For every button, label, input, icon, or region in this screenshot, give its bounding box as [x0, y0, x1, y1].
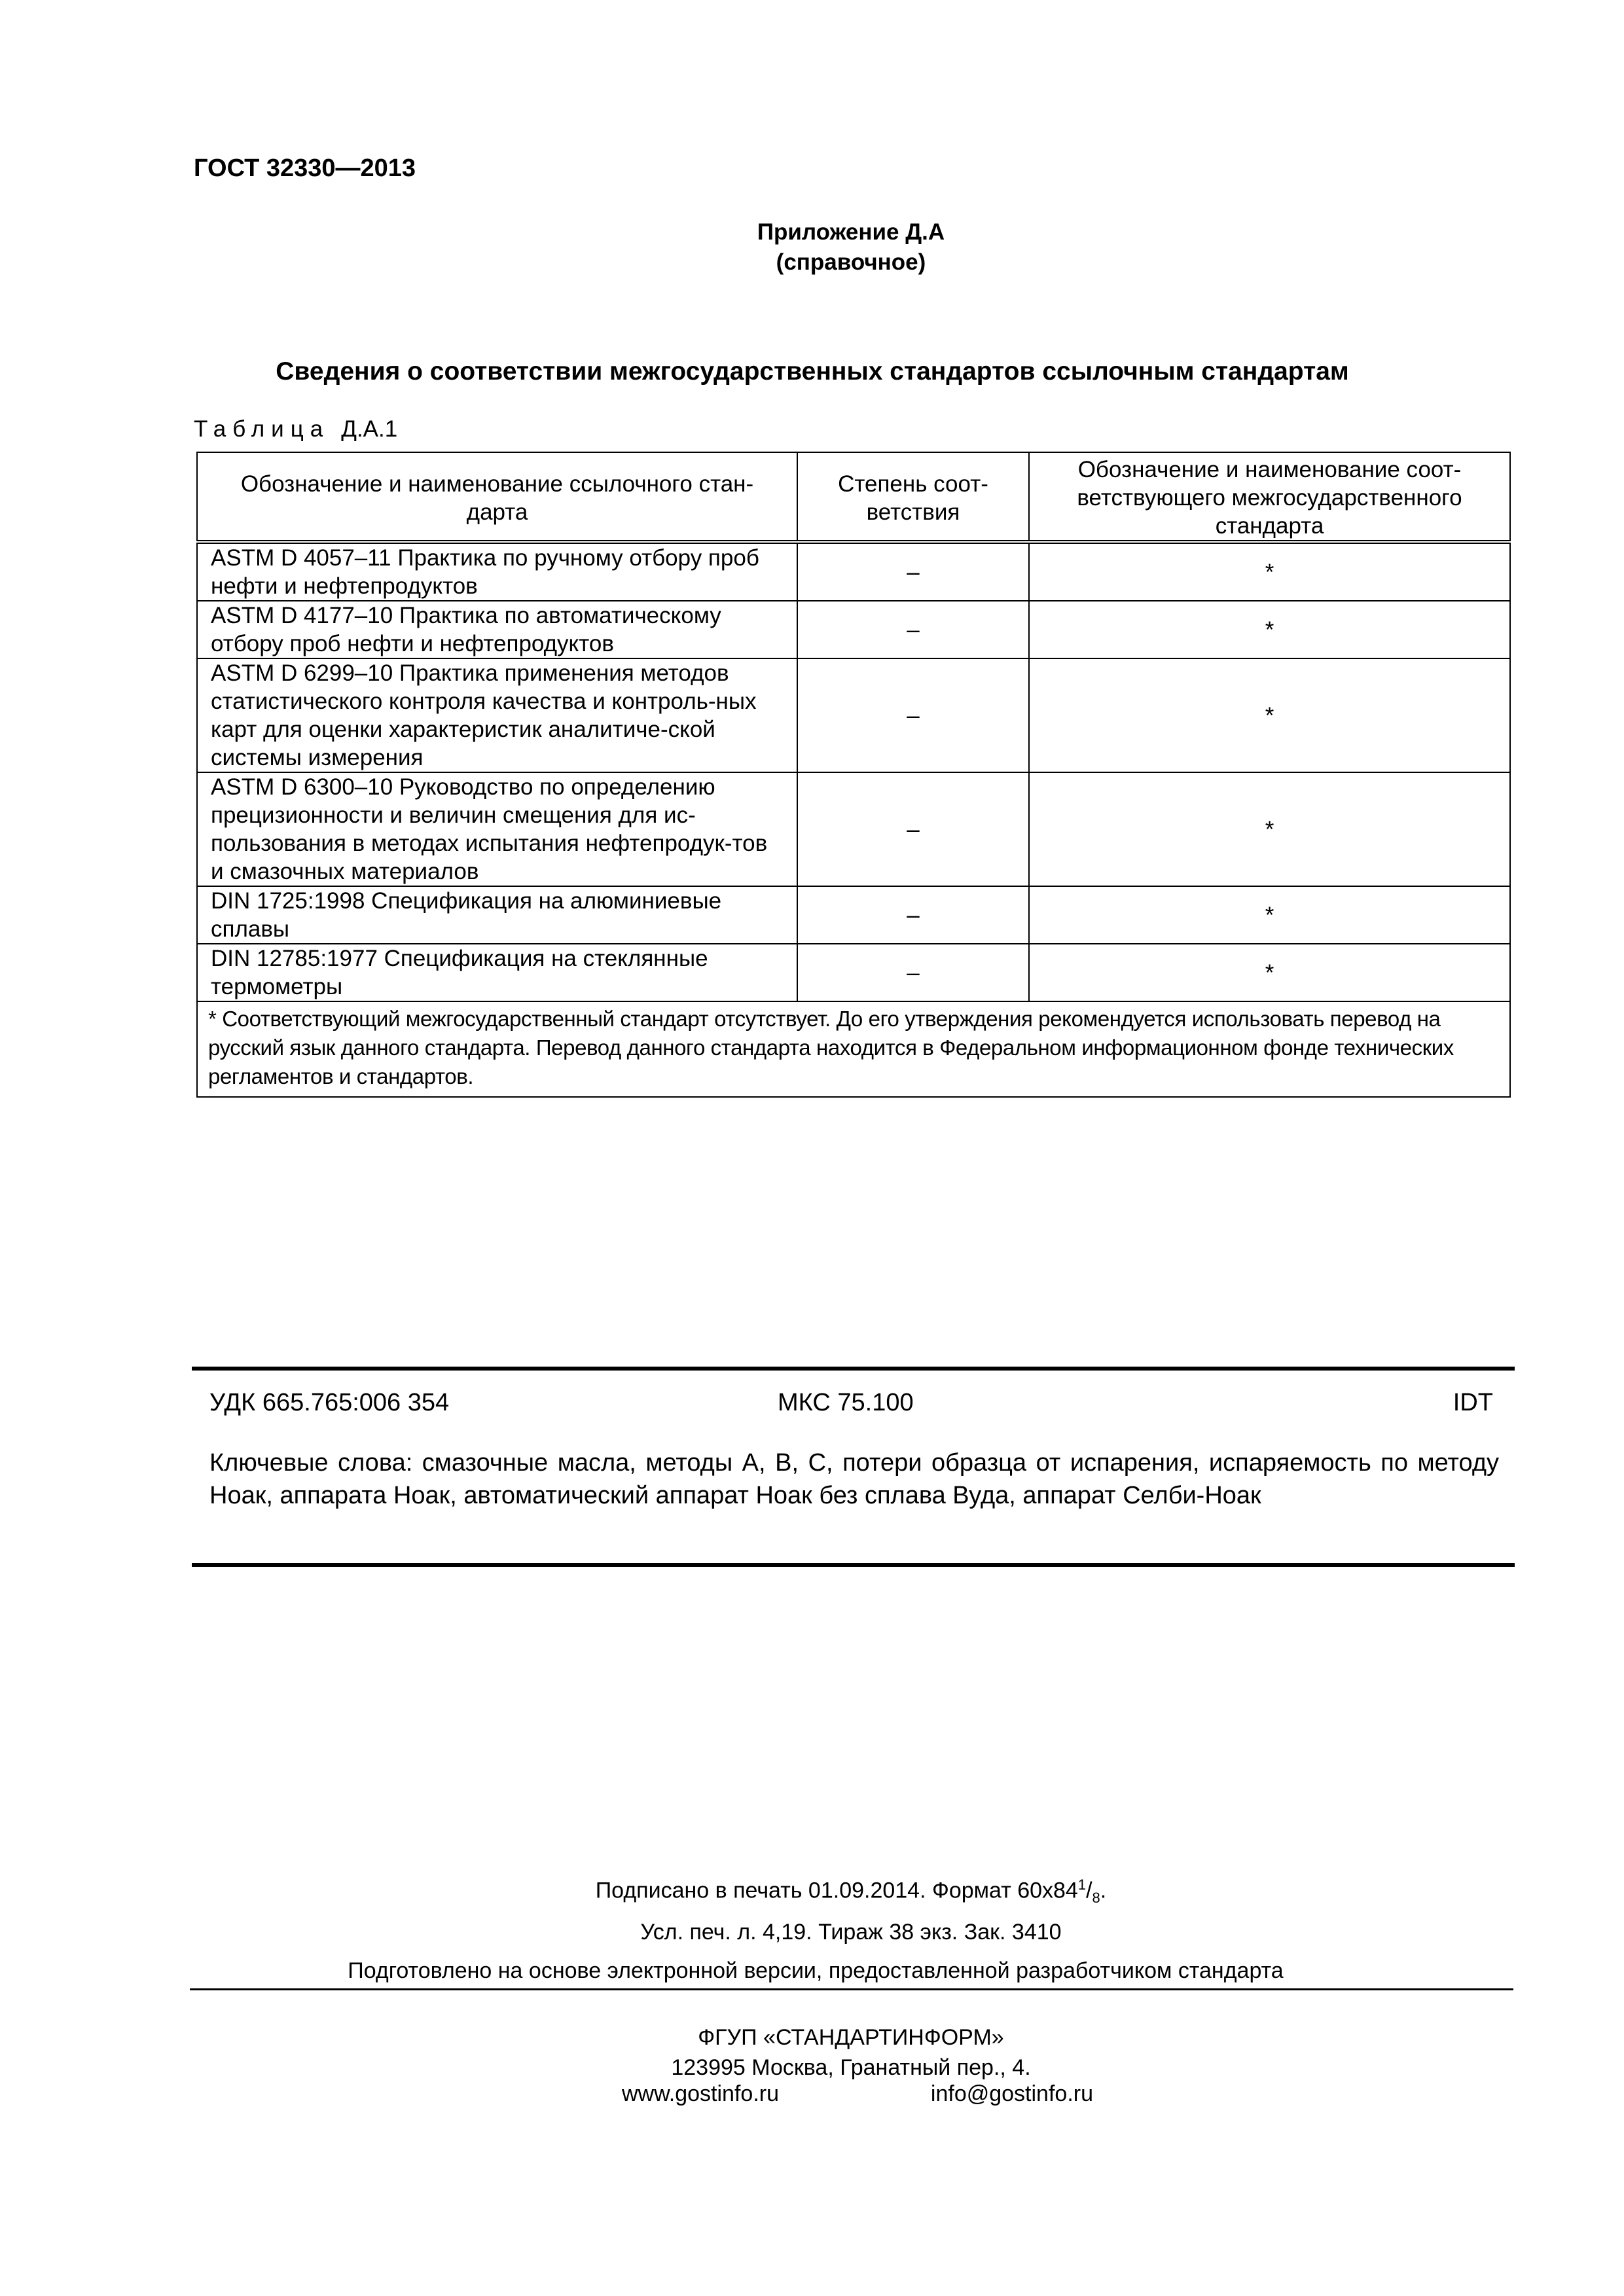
print-signed-text: Подписано в печать 01.09.2014. Формат 60х84 [595, 1878, 1078, 1903]
appendix-heading [720, 217, 982, 278]
print-details-line: Усл. печ. л. 4,19. Тираж 38 экз. Зак. 3410 [640, 1920, 1062, 1945]
appendix-subtitle: (справочное) [776, 249, 926, 275]
cell-degree: – [797, 601, 1029, 658]
classification-top-rule [192, 1367, 1515, 1371]
format-numerator: 1 [1077, 1876, 1087, 1893]
cell-interstate-standard: * [1029, 542, 1510, 601]
table-row [197, 944, 1510, 1001]
table-footnote-row [197, 1001, 1510, 1097]
mks-code: МКС 75.100 [778, 1389, 914, 1416]
standards-correspondence-table [196, 452, 1511, 1098]
print-info [458, 1868, 1244, 1949]
cell-reference-standard: ASTM D 4177–10 Практика по автоматическому отбору проб нефти и нефтепродуктов [197, 601, 797, 658]
header-degree-of-correspondence: Степень соот-ветствия [797, 452, 1029, 542]
table-label-word: Таблица [194, 416, 330, 442]
header-interstate-standard: Обозначение и наименование соот-ветствующего межгосударственного стандарта [1029, 452, 1510, 542]
cell-degree: – [797, 772, 1029, 886]
email-link[interactable]: info@gostinfo.ru [930, 2081, 1093, 2106]
cell-reference-standard: DIN 12785:1977 Спецификация на стеклянные термометры [197, 944, 797, 1001]
cell-degree: – [797, 658, 1029, 772]
cell-degree: – [797, 542, 1029, 601]
table-label [194, 416, 397, 442]
cell-interstate-standard: * [1029, 601, 1510, 658]
cell-interstate-standard: * [1029, 772, 1510, 886]
table-row [197, 886, 1510, 944]
format-denominator: 8 [1092, 1890, 1100, 1907]
table-footnote: * Соответствующий межгосударственный стандарт отсутствует. До его утверждения рекомендуется использовать перевод на русский язык данного стандарта. Перевод данного стандарта находится в Федеральном информационном фонде технических регламентов и стандартов. [197, 1001, 1510, 1097]
udk-code: УДК 665.765:006 354 [209, 1389, 450, 1416]
cell-reference-standard: ASTM D 6300–10 Руководство по определению прецизионности и величин смещения для ис-пользования в методах испытания нефтепродук-тов и смазочных материалов [197, 772, 797, 886]
section-title: Сведения о соответствии межгосударственных стандартов ссылочным стандартам [276, 357, 1349, 386]
cell-degree: – [797, 944, 1029, 1001]
cell-interstate-standard: * [1029, 658, 1510, 772]
appendix-title: Приложение Д.А [757, 219, 945, 245]
cell-reference-standard: ASTM D 6299–10 Практика применения методов статистического контроля качества и контроль-ных карт для оценки характеристик аналитиче-ской системы измерения [197, 658, 797, 772]
website-link[interactable]: www.gostinfo.ru [622, 2081, 779, 2106]
cell-interstate-standard: * [1029, 944, 1510, 1001]
imprint-rule [190, 1988, 1513, 1990]
publisher-block [589, 2022, 1113, 2083]
cell-reference-standard: DIN 1725:1998 Спецификация на алюминиевые сплавы [197, 886, 797, 944]
header-reference-standard: Обозначение и наименование ссылочного стан-дарта [197, 452, 797, 542]
table-row [197, 601, 1510, 658]
prepared-note: Подготовлено на основе электронной версии, предоставленной разработчиком стандарта [348, 1958, 1284, 1983]
cell-reference-standard: ASTM D 4057–11 Практика по ручному отбору проб нефти и нефтепродуктов [197, 542, 797, 601]
publisher-contacts [622, 2081, 1093, 2107]
publisher-name: ФГУП «СТАНДАРТИНФОРМ» [698, 2025, 1004, 2050]
document-code: ГОСТ 32330—2013 [194, 154, 416, 182]
table-row [197, 542, 1510, 601]
cell-degree: – [797, 886, 1029, 944]
table-header-row [197, 452, 1510, 542]
classification-bottom-rule [192, 1563, 1515, 1567]
idt-code: IDT [1453, 1389, 1493, 1416]
cell-interstate-standard: * [1029, 886, 1510, 944]
publisher-address: 123995 Москва, Гранатный пер., 4. [671, 2055, 1031, 2080]
table-row [197, 658, 1510, 772]
keywords: Ключевые слова: смазочные масла, методы А, В, С, потери образца от испарения, испаряемость по методу Ноак, аппарата Ноак, автоматический аппарат Ноак без сплава Вуда, аппарат Селби-Ноак [209, 1449, 1499, 1509]
table-label-number: Д.А.1 [341, 416, 398, 442]
print-signed-line: Подписано в печать 01.09.2014. Формат $60х84^1/_8$. [595, 1876, 1107, 1907]
table-row [197, 772, 1510, 886]
